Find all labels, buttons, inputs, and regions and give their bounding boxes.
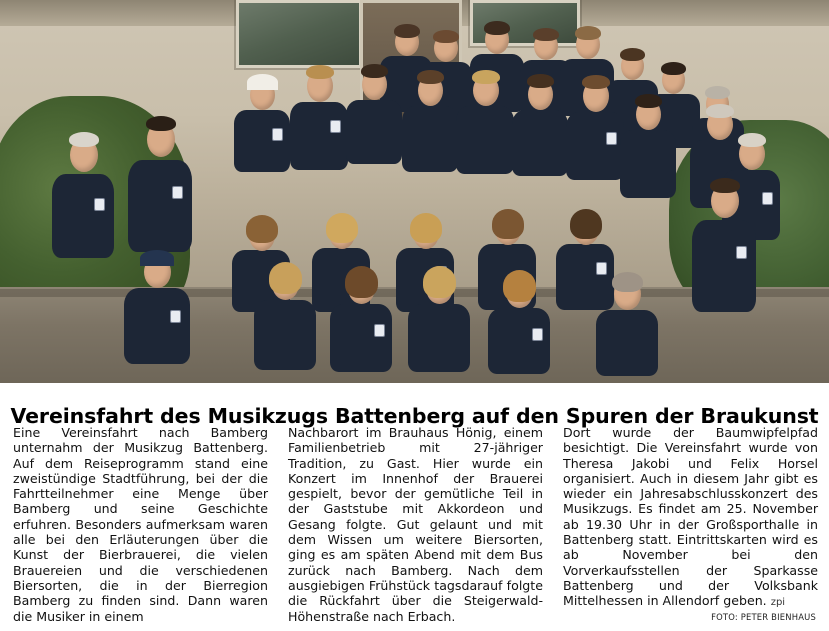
person-mid-3 [346, 60, 402, 164]
article-headline: Vereinsfahrt des Musikzugs Battenberg auf den Spuren der Braukunst [10, 403, 819, 428]
article-column-3 [563, 425, 818, 624]
person-front-4 [408, 262, 470, 372]
person-row3-2 [128, 112, 192, 252]
photo-credit: FOTO: PETER BIENHAUS [711, 612, 816, 622]
person-mid-6 [512, 70, 568, 176]
blue-cap [140, 250, 174, 266]
person-mid-8 [620, 90, 676, 198]
author-tag: zpi [770, 597, 786, 609]
person-front-6 [596, 268, 658, 376]
window-left [236, 0, 362, 68]
person-mid-1 [234, 72, 290, 172]
person-mid-4 [402, 66, 458, 172]
article-column-2 [288, 425, 543, 624]
person-mid-7 [566, 70, 624, 180]
article-paragraph: Eine Vereinsfahrt nach Bamberg unternahm der Musikzug Battenberg. Auf dem Reiseprogramm stand eine zweistündige Stadtführung, bei der die Fahrtteilnehmer eine Menge über Bamberg und seine Geschichte erfuhren. Besonders aufmerksam waren alle bei den Erläuterungen über die Kunst der Bierbrauerei, die vielen Brauereien und die verschiedenen Biersorten, die in der Bierregion Bamberg zu finden sind. Dann waren die Musiker in einem [13, 425, 268, 624]
person-row3-1 [52, 128, 114, 258]
white-cap [247, 74, 278, 90]
person-front-2 [254, 258, 316, 370]
person-front-5 [488, 266, 550, 374]
person-front-7 [692, 172, 756, 312]
article-paragraph: Nachbarort im Brauhaus Hönig, einem Familienbetrieb mit 27-jähriger Tradition, zu Gast. Hier wurde ein Konzert im Innenhof der Brauerei gespielt, bevor der gemütliche Teil in der Gaststube mit Akkordeon und Gesang folgte. Gut gelaunt und mit dem Wissen um weitere Biersorten, ging es am späten Abend mit dem Bus zurück nach Bamberg. Nach dem ausgiebigen Frühstück tagsdarauf folgte die Rückfahrt über die Steigerwald-Höhenstraße nach Erbach. [288, 425, 543, 624]
person-front-1 [124, 244, 190, 364]
article-paragraph-text: Dort wurde der Baumwipfelpfad besichtigt. Die Vereinsfahrt wurde von Theresa Jakobi und Felix Horsel organisiert. Auch in diesem Jahr gibt es wieder ein Jahresabschlusskonzert des Musikzugs. Es findet am 25. November ab 19.30 Uhr in der Großsporthalle in Battenberg statt. Eintrittskarten wird es ab November bei den Vorverkaufsstellen der Sparkasse Battenberg und der Volksbank Mittelhessen in Allendorf geben. [563, 425, 818, 609]
person-front-3 [330, 262, 392, 372]
article-column-1 [13, 425, 268, 624]
article-body [13, 425, 819, 624]
person-mid-5 [456, 66, 514, 174]
person-mid-2 [290, 62, 348, 170]
article-paragraph [563, 425, 818, 611]
